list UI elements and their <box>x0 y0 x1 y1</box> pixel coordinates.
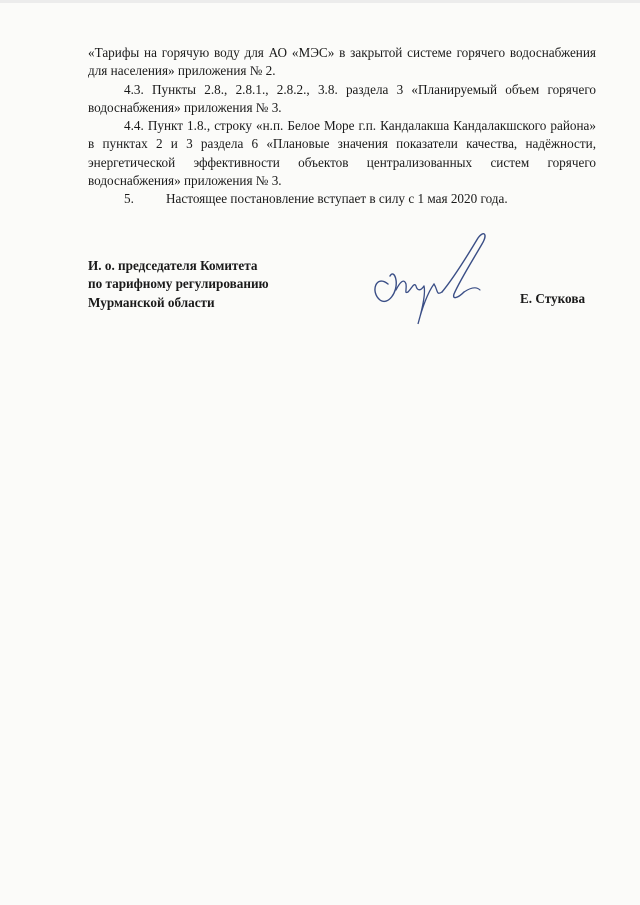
signatory-line-3: Мурманской области <box>88 294 215 310</box>
paragraph-5-text: Настоящее постановление вступает в силу с 1 мая 2020 года. <box>166 191 508 207</box>
handwritten-signature <box>362 228 504 334</box>
paragraph-5 <box>88 190 596 208</box>
signer-name: Е. Стукова <box>520 291 586 306</box>
signatory-title <box>88 257 269 312</box>
document-body <box>88 44 596 209</box>
paragraph-4-4: 4.4. Пункт 1.8., строку «н.п. Белое Море г.п. Кандалакша Кандалакшского района» в пунктах 2 и 3 раздела 6 «Плановые значения показатели качества, надёжности, энергетической эффективности объектов централизованных систем горячего водоснабжения» приложения № 3. <box>88 118 596 189</box>
signatory-line-2: по тарифному регулированию <box>88 276 269 292</box>
paragraph-4-3: 4.3. Пункты 2.8., 2.8.1., 2.8.2., 3.8. раздела 3 «Планируемый объем горячего водоснабжения» приложения № 3. <box>88 81 596 115</box>
signatory-line-1: И. о. председателя Комитета <box>88 258 258 273</box>
paragraph-tariffs: «Тарифы на горячую воду для АО «МЭС» в закрытой системе горячего водоснабжения для населения» приложения № 2. <box>88 45 596 79</box>
scan-edge <box>0 0 640 3</box>
paragraph-5-number: 5. <box>124 191 134 207</box>
